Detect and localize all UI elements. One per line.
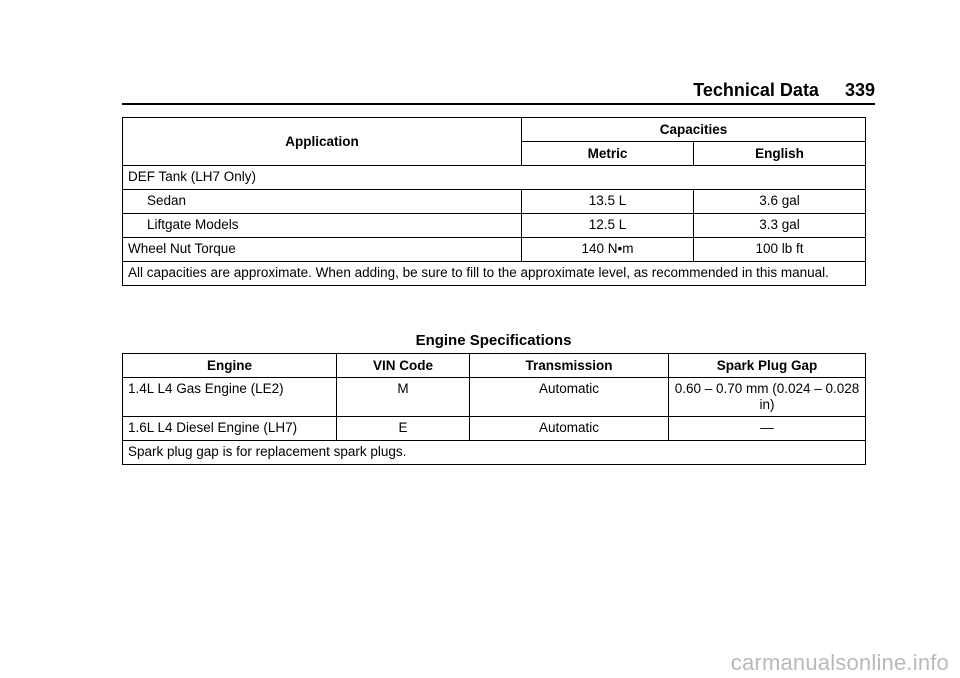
application-cell: Wheel Nut Torque <box>123 238 522 262</box>
engine-specs-table <box>122 353 866 465</box>
table-row <box>123 238 866 262</box>
table-row <box>123 417 866 441</box>
engine-cell: 1.6L L4 Diesel Engine (LH7) <box>123 417 337 441</box>
table-row <box>123 166 866 190</box>
table-row <box>123 262 866 286</box>
page-header <box>693 80 875 104</box>
table-note: Spark plug gap is for replacement spark plugs. <box>123 441 866 465</box>
header-spark-plug-gap: Spark Plug Gap <box>669 354 866 378</box>
page-number: 339 <box>844 80 875 100</box>
group-label: DEF Tank (LH7 Only) <box>123 166 866 190</box>
gap-cell: 0.60 – 0.70 mm (0.024 – 0.028 in) <box>669 378 866 417</box>
header-vin-code: VIN Code <box>337 354 470 378</box>
application-cell: Sedan <box>123 190 522 214</box>
vin-cell: M <box>337 378 470 417</box>
metric-cell: 12.5 L <box>522 214 694 238</box>
table-row <box>123 441 866 465</box>
transmission-cell: Automatic <box>470 378 669 417</box>
table-row <box>123 378 866 417</box>
header-application: Application <box>123 118 522 166</box>
header-metric: Metric <box>522 142 694 166</box>
application-cell: Liftgate Models <box>123 214 522 238</box>
table-row <box>123 190 866 214</box>
vin-cell: E <box>337 417 470 441</box>
gap-cell: — <box>669 417 866 441</box>
header-engine: Engine <box>123 354 337 378</box>
table-row <box>123 214 866 238</box>
english-cell: 3.3 gal <box>694 214 866 238</box>
transmission-cell: Automatic <box>470 417 669 441</box>
capacities-table <box>122 117 866 286</box>
metric-cell: 13.5 L <box>522 190 694 214</box>
english-cell: 3.6 gal <box>694 190 866 214</box>
header-capacities: Capacities <box>522 118 866 142</box>
header-english: English <box>694 142 866 166</box>
header-divider <box>122 103 875 105</box>
metric-cell: 140 N•m <box>522 238 694 262</box>
english-cell: 100 lb ft <box>694 238 866 262</box>
engine-specs-title: Engine Specifications <box>415 332 572 349</box>
engine-cell: 1.4L L4 Gas Engine (LE2) <box>123 378 337 417</box>
table-note: All capacities are approximate. When adding, be sure to fill to the approximate level, as recommended in this manual. <box>123 262 866 286</box>
header-transmission: Transmission <box>470 354 669 378</box>
watermark: carmanualsonline.info <box>730 650 949 675</box>
section-title: Technical Data <box>693 80 819 100</box>
